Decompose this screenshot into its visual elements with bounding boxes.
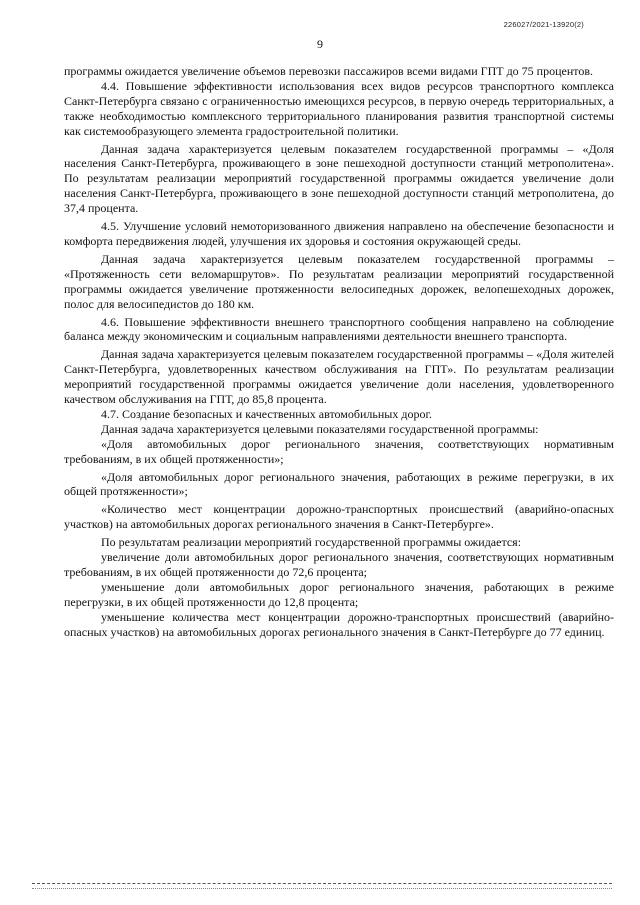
footer-divider bbox=[32, 888, 612, 889]
paragraph: 4.4. Повышение эффективности использования всех видов ресурсов транспортного комплекса Санкт-Петербурга связано с ограниченностью имеющихся ресурсов, в первую очередь территориальных, а также необходимостью комплексного территориального планирования развития транспортной системы как системообразующего элемента градостроительной политики. bbox=[64, 78, 614, 138]
paragraph: уменьшение доли автомобильных дорог регионального значения, работающих в режиме перегрузки, в их общей протяженности до 12,8 процента; bbox=[64, 579, 614, 609]
paragraph: Данная задача характеризуется целевым показателем государственной программы – «Протяженность сети веломаршрутов». По результатам реализации мероприятий государственной программы ожидается увеличение протяженности велосипедных дорожек, велопешеходных дорожек, полос для велосипедистов до 180 км. bbox=[64, 251, 614, 311]
page-number: 9 bbox=[317, 37, 323, 51]
paragraph: Данная задача характеризуется целевым показателем государственной программы – «Доля жителей Санкт-Петербурга, удовлетворенных качеством обслуживания на ГПТ». По результатам реализации мероприятий государственной программы ожидается увеличение доли населения, удовлетворенного качеством обслуживания на ГПТ, до 85,8 процента. bbox=[64, 347, 614, 407]
footer-divider bbox=[32, 883, 612, 884]
paragraph: 4.6. Повышение эффективности внешнего транспортного сообщения направлено на соблюдение баланса между экономическим и социальным направлениями деятельности внешнего транспорта. bbox=[64, 314, 614, 344]
paragraph: увеличение доли автомобильных дорог регионального значения, соответствующих нормативным требованиям, в их общей протяженности до 72,6 процента; bbox=[64, 550, 614, 579]
paragraph: уменьшение количества мест концентрации дорожно-транспортных происшествий (аварийно-опасных участков) на автомобильных дорогах регионального значения в Санкт-Петербурге до 77 единиц. bbox=[64, 609, 614, 639]
paragraph: «Доля автомобильных дорог регионального значения, соответствующих нормативным требованиям, в их общей протяженности»; bbox=[64, 436, 614, 466]
paragraph: «Количество мест концентрации дорожно-транспортных происшествий (аварийно-опасных участков) на автомобильных дорогах регионального значения в Санкт-Петербурге». bbox=[64, 502, 614, 532]
paragraph: программы ожидается увеличение объемов перевозки пассажиров всеми видами ГПТ до 75 процентов. bbox=[64, 64, 594, 78]
paragraph: «Доля автомобильных дорог регионального значения, работающих в режиме перегрузки, в их общей протяженности»; bbox=[64, 469, 614, 499]
paragraph: Данная задача характеризуется целевыми показателями государственной программы: bbox=[101, 421, 539, 436]
paragraph: Данная задача характеризуется целевым показателем государственной программы – «Доля населения Санкт-Петербурга, проживающего в зоне пешеходной доступности станций метрополитена». По результатам реализации мероприятий государственной программы ожидается увеличение доли населения Санкт-Петербурга, проживающего в зоне пешеходной доступности станций метрополитена, до 37,4 процента. bbox=[64, 141, 614, 216]
document-body bbox=[64, 64, 614, 640]
paragraph: 4.5. Улучшение условий немоторизованного движения направлено на обеспечение безопасности и комфорта передвижения людей, улучшения их здоровья и состояния окружающей среды. bbox=[64, 219, 614, 248]
paragraph: По результатам реализации мероприятий государственной программы ожидается: bbox=[101, 535, 522, 550]
paragraph: 4.7. Создание безопасных и качественных автомобильных дорог. bbox=[101, 406, 433, 421]
document-id: 226027/2021-13920(2) bbox=[503, 20, 584, 29]
